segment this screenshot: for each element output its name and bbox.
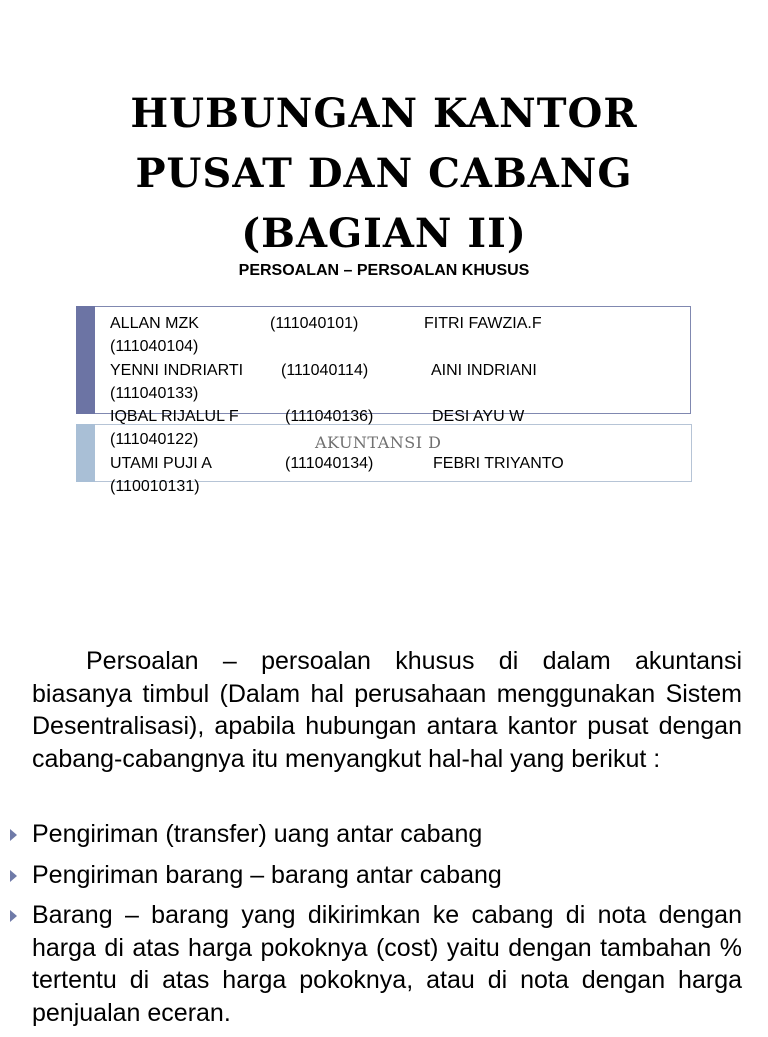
member-id: (111040133) — [110, 384, 199, 402]
member-id: (111040101) — [270, 315, 359, 332]
member-name: DESI AYU W — [432, 408, 525, 426]
title-line: PUSAT DAN CABANG — [135, 150, 633, 197]
slide-title — [0, 84, 768, 264]
member-name: YENNI INDRIARTI — [110, 361, 244, 379]
triangle-bullet-icon — [10, 910, 17, 922]
member-id: (110010131) — [110, 478, 200, 496]
slide-subtitle: PERSOALAN – PERSOALAN KHUSUS — [238, 262, 530, 279]
triangle-bullet-icon — [10, 870, 17, 882]
bullet-item — [0, 818, 742, 851]
member-name: ALLAN MZK — [110, 315, 199, 332]
bullet-list — [0, 818, 742, 1037]
member-id: (111040104) — [110, 338, 199, 356]
title-line: HUBUNGAN KANTOR — [130, 90, 638, 137]
triangle-bullet-icon — [10, 829, 17, 841]
member-name: FITRI FAWZIA.F — [424, 315, 542, 332]
member-id: (111040134) — [285, 454, 374, 472]
member-name: AINI INDRIANI — [431, 361, 537, 379]
bullet-text: Pengiriman (transfer) uang antar cabang — [32, 820, 483, 848]
bullet-text: Pengiriman barang – barang antar cabang — [32, 860, 502, 889]
accent-bar-dark — [76, 306, 95, 414]
class-label: AKUNTANSI D — [315, 433, 442, 452]
member-name: IQBAL RIJALUL F — [110, 408, 239, 426]
member-name: FEBRI TRIYANTO — [433, 454, 564, 472]
member-id: (111040114) — [281, 361, 369, 379]
bullet-item — [0, 859, 742, 892]
member-id: (111040122) — [110, 431, 199, 449]
title-line: (BAGIAN II) — [241, 210, 527, 257]
bullet-text: Barang – barang yang dikirimkan ke cabang di nota dengan harga di atas harga pokoknya (cost) yaitu dengan tambahan % tertentu di atas harga pokoknya, atau di nota dengan harga penjualan eceran. — [32, 901, 742, 1027]
accent-bar-light — [76, 424, 95, 482]
intro-paragraph: Persoalan – persoalan khusus di dalam akuntansi biasanya timbul (Dalam hal perusahaan menggunakan Sistem Desentralisasi), apabila hubungan antara kantor pusat dengan cabang-cabangnya itu menyangkut hal-hal yang berikut : — [32, 647, 742, 773]
bullet-item — [0, 899, 742, 1029]
member-name: UTAMI PUJI A — [110, 454, 212, 472]
member-id: (111040136) — [285, 408, 374, 426]
